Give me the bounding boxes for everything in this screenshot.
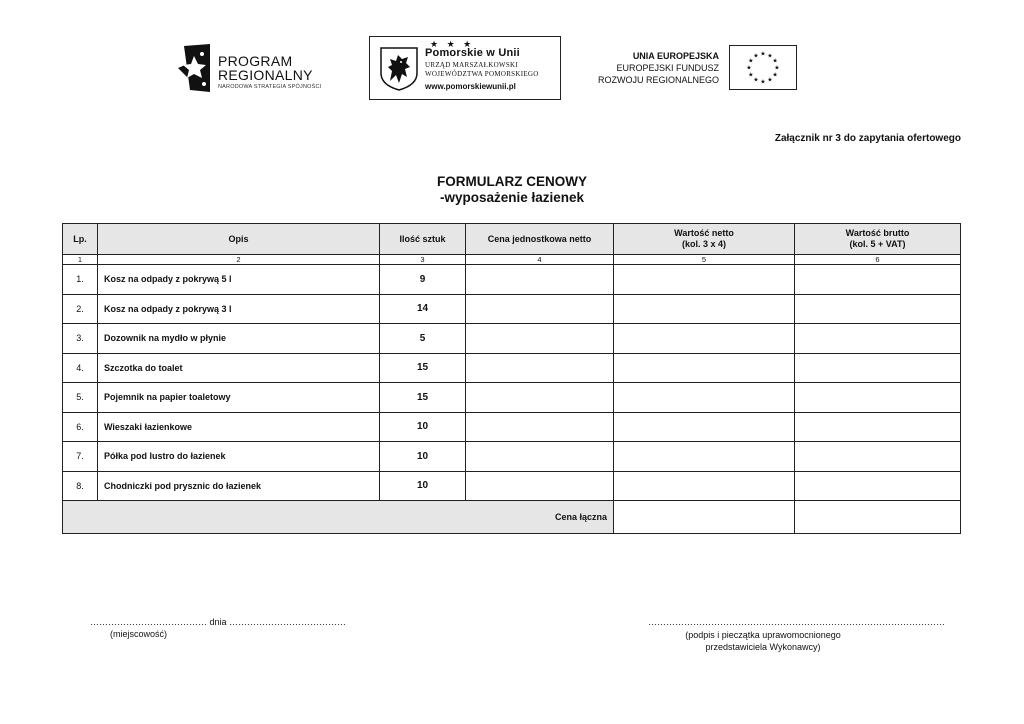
eu-star-icon: ★: [746, 65, 752, 72]
row-net-value-cell[interactable]: [614, 383, 795, 413]
row-qty: 5: [380, 324, 466, 354]
contractor-signature: [648, 617, 945, 653]
row-net-value-cell[interactable]: [614, 412, 795, 442]
row-net-value-cell[interactable]: [614, 324, 795, 354]
row-gross-value-cell[interactable]: [795, 324, 961, 354]
program-logo-line1: PROGRAM: [218, 53, 293, 69]
row-unit-price-cell[interactable]: [466, 412, 614, 442]
eu-star-icon: ★: [772, 72, 778, 79]
table-row: [63, 353, 961, 383]
row-lp: 5.: [63, 383, 98, 413]
place-date-signature: [90, 617, 350, 639]
row-qty: 9: [380, 265, 466, 295]
page-title-line1: FORMULARZ CENOWY: [437, 174, 587, 189]
column-number: 2: [98, 255, 380, 265]
row-lp: 8.: [63, 471, 98, 501]
eu-star-icon: ★: [767, 77, 773, 84]
place-caption: (miejscowość): [110, 629, 168, 639]
row-opis: Kosz na odpady z pokrywą 3 l: [98, 294, 380, 324]
row-net-value-cell[interactable]: [614, 471, 795, 501]
column-number: 1: [63, 255, 98, 265]
header-lp: Lp.: [63, 224, 98, 255]
column-number: 3: [380, 255, 466, 265]
eu-star-icon: ★: [774, 65, 780, 72]
table-row: [63, 265, 961, 295]
header-opis: Opis: [98, 224, 380, 255]
row-lp: 6.: [63, 412, 98, 442]
total-net-cell[interactable]: [614, 501, 795, 534]
pomorskie-logo-line1: URZĄD MARSZAŁKOWSKI: [425, 61, 519, 69]
signature-caption: [648, 629, 878, 653]
program-logo-line3: NARODOWA STRATEGIA SPÓJNOŚCI: [218, 84, 322, 90]
pomorskie-logo-title: Pomorskie w Unii: [425, 47, 520, 59]
row-lp: 7.: [63, 442, 98, 472]
page-title: [0, 174, 1024, 206]
header-brutto-line1: Wartość brutto: [845, 228, 910, 238]
header-wartosc-brutto: [795, 224, 961, 255]
row-gross-value-cell[interactable]: [795, 412, 961, 442]
row-unit-price-cell[interactable]: [466, 324, 614, 354]
header-brutto-line2: (kol. 5 + VAT): [849, 239, 906, 249]
row-lp: 1.: [63, 265, 98, 295]
row-opis: Chodniczki pod prysznic do łazienek: [98, 471, 380, 501]
row-opis: Wieszaki łazienkowe: [98, 412, 380, 442]
row-net-value-cell[interactable]: [614, 265, 795, 295]
pomorskie-logo-url: www.pomorskiewunii.pl: [425, 82, 516, 91]
pomorskie-logo-line2: WOJEWÓDZTWA POMORSKIEGO: [425, 70, 539, 78]
row-unit-price-cell[interactable]: [466, 353, 614, 383]
table-row: [63, 324, 961, 354]
eu-star-icon: ★: [753, 77, 759, 84]
row-lp: 2.: [63, 294, 98, 324]
row-unit-price-cell[interactable]: [466, 294, 614, 324]
column-number: 4: [466, 255, 614, 265]
row-gross-value-cell[interactable]: [795, 265, 961, 295]
column-number-row: [63, 255, 961, 265]
total-row: [63, 501, 961, 534]
row-lp: 3.: [63, 324, 98, 354]
header-wartosc-netto: [614, 224, 795, 255]
pomorskie-w-unii-logo: [369, 36, 561, 100]
eu-star-icon: ★: [748, 72, 754, 79]
column-number: 5: [614, 255, 795, 265]
row-opis: Pojemnik na papier toaletowy: [98, 383, 380, 413]
table-row: [63, 471, 961, 501]
table-row: [63, 442, 961, 472]
row-gross-value-cell[interactable]: [795, 353, 961, 383]
total-gross-cell[interactable]: [795, 501, 961, 534]
row-qty: 10: [380, 471, 466, 501]
eu-star-icon: ★: [760, 79, 766, 86]
eu-star-icon: ★: [767, 53, 773, 60]
row-gross-value-cell[interactable]: [795, 471, 961, 501]
row-unit-price-cell[interactable]: [466, 471, 614, 501]
header-cena: Cena jednostkowa netto: [466, 224, 614, 255]
eu-star-icon: ★: [748, 58, 754, 65]
eu-fund-label: [598, 50, 719, 86]
table-header-row: [63, 224, 961, 255]
column-number: 6: [795, 255, 961, 265]
row-unit-price-cell[interactable]: [466, 265, 614, 295]
table-row: [63, 294, 961, 324]
program-regionalny-emblem-icon: [176, 44, 210, 92]
eu-label-line3: ROZWOJU REGIONALNEGO: [597, 75, 719, 85]
row-net-value-cell[interactable]: [614, 442, 795, 472]
table-row: [63, 383, 961, 413]
total-label: Cena łączna: [63, 501, 614, 534]
row-gross-value-cell[interactable]: [795, 442, 961, 472]
page-title-line2: -wyposażenie łazienek: [439, 190, 585, 205]
row-gross-value-cell[interactable]: [795, 294, 961, 324]
annex-label: Załącznik nr 3 do zapytania ofertowego: [774, 133, 961, 144]
header-ilosc: Ilość sztuk: [380, 224, 466, 255]
row-opis: Kosz na odpady z pokrywą 5 l: [98, 265, 380, 295]
row-lp: 4.: [63, 353, 98, 383]
place-date-line: ………………………………… dnia …………………………………: [90, 617, 347, 627]
eu-star-icon: ★: [753, 53, 759, 60]
row-gross-value-cell[interactable]: [795, 383, 961, 413]
row-qty: 14: [380, 294, 466, 324]
price-table: [62, 223, 961, 534]
header-netto-line1: Wartość netto: [674, 228, 734, 238]
row-qty: 15: [380, 383, 466, 413]
eu-star-icon: ★: [772, 58, 778, 65]
signature-caption-line1: (podpis i pieczątka uprawomocnionego: [685, 630, 841, 640]
row-qty: 15: [380, 353, 466, 383]
program-regionalny-logo: [176, 44, 336, 92]
row-net-value-cell[interactable]: [614, 294, 795, 324]
row-opis: Dozownik na mydło w płynie: [98, 324, 380, 354]
signature-line: ………………………………………………………………………………………: [648, 617, 945, 627]
griffin-shield-icon: [380, 47, 418, 91]
row-qty: 10: [380, 412, 466, 442]
signature-caption-line2: przedstawiciela Wykonawcy): [705, 642, 821, 652]
eu-flag: [729, 45, 797, 90]
eu-star-icon: ★: [760, 51, 766, 58]
table-row: [63, 412, 961, 442]
eu-stars-icon: [730, 46, 796, 89]
row-opis: Szczotka do toalet: [98, 353, 380, 383]
row-unit-price-cell[interactable]: [466, 383, 614, 413]
program-logo-line2: REGIONALNY: [218, 67, 313, 83]
eu-label-line2: EUROPEJSKI FUNDUSZ: [616, 63, 719, 73]
row-unit-price-cell[interactable]: [466, 442, 614, 472]
pomorskie-stars-icon: ★ ★ ★: [430, 39, 475, 49]
row-net-value-cell[interactable]: [614, 353, 795, 383]
row-qty: 10: [380, 442, 466, 472]
eu-label-line1: UNIA EUROPEJSKA: [632, 51, 719, 61]
header-netto-line2: (kol. 3 x 4): [681, 239, 726, 249]
row-opis: Półka pod lustro do łazienek: [98, 442, 380, 472]
